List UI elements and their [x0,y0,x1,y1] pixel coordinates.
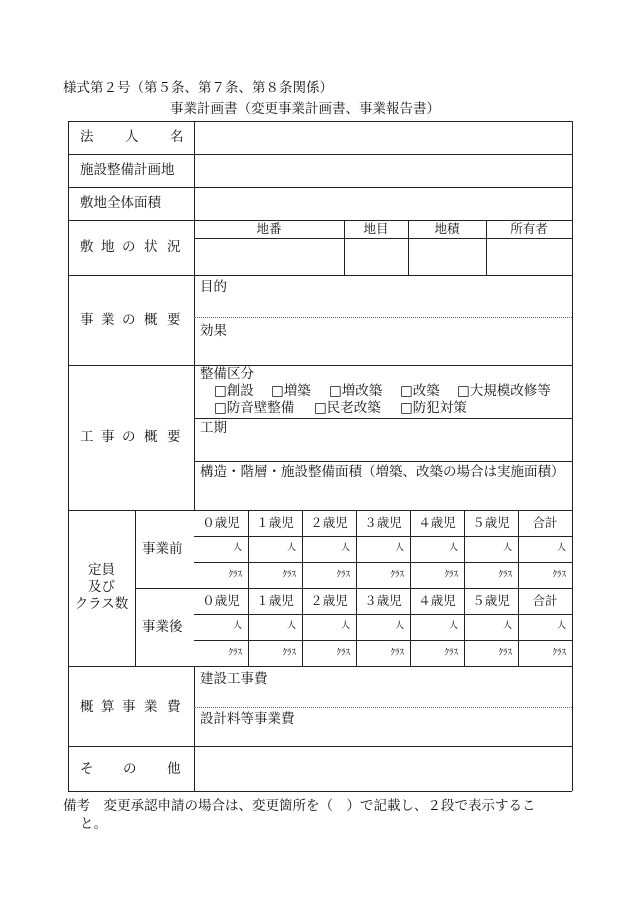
construction-structure-label: 構造・階層・施設整備面積（増築、改築の場合は実施面積） [200,464,565,480]
form-title: 事業計画書（変更事業計画書、事業報告書） [170,101,440,117]
business-purpose-label: 目的 [200,279,227,295]
land-col-lot: 地番 [256,221,282,236]
construction-category-label: 整備区分 [200,366,254,382]
option-major-renovation[interactable]: □大規模改修等 [457,383,551,399]
option-rebuild[interactable]: □改築 [400,383,440,399]
option-soundproof-wall[interactable]: □防音壁整備 [214,400,295,416]
land-col-acreage: 地積 [434,221,460,236]
business-effect-label: 効果 [200,323,227,339]
land-col-owner: 所有者 [510,221,548,236]
option-new[interactable]: □創設 [214,383,254,399]
option-crime-prevention[interactable]: □防犯対策 [400,400,467,416]
cost-design-label: 設計料等事業費 [200,711,295,727]
option-private-aged[interactable]: □民老改築 [314,400,381,416]
land-col-category: 地目 [363,221,389,236]
footer-note-line1: 備考 変更承認申請の場合は、変更箇所を（ ）で記載し、２段で表示するこ [63,798,536,814]
capacity-after-label: 事業後 [142,619,183,635]
option-extension[interactable]: □増築 [271,383,311,399]
form-number: 様式第２号（第５条、第７条、第８条関係） [63,80,333,96]
area-label: 敷地全体面積 [80,195,161,211]
cost-construction-label: 建設工事費 [200,671,268,687]
construction-period-label: 工期 [200,420,227,436]
option-extension-rebuild[interactable]: □増改築 [329,383,383,399]
footer-note-line2: と。 [80,816,107,832]
capacity-before-label: 事業前 [142,541,183,557]
site-label: 施設整備計画地 [80,162,175,178]
